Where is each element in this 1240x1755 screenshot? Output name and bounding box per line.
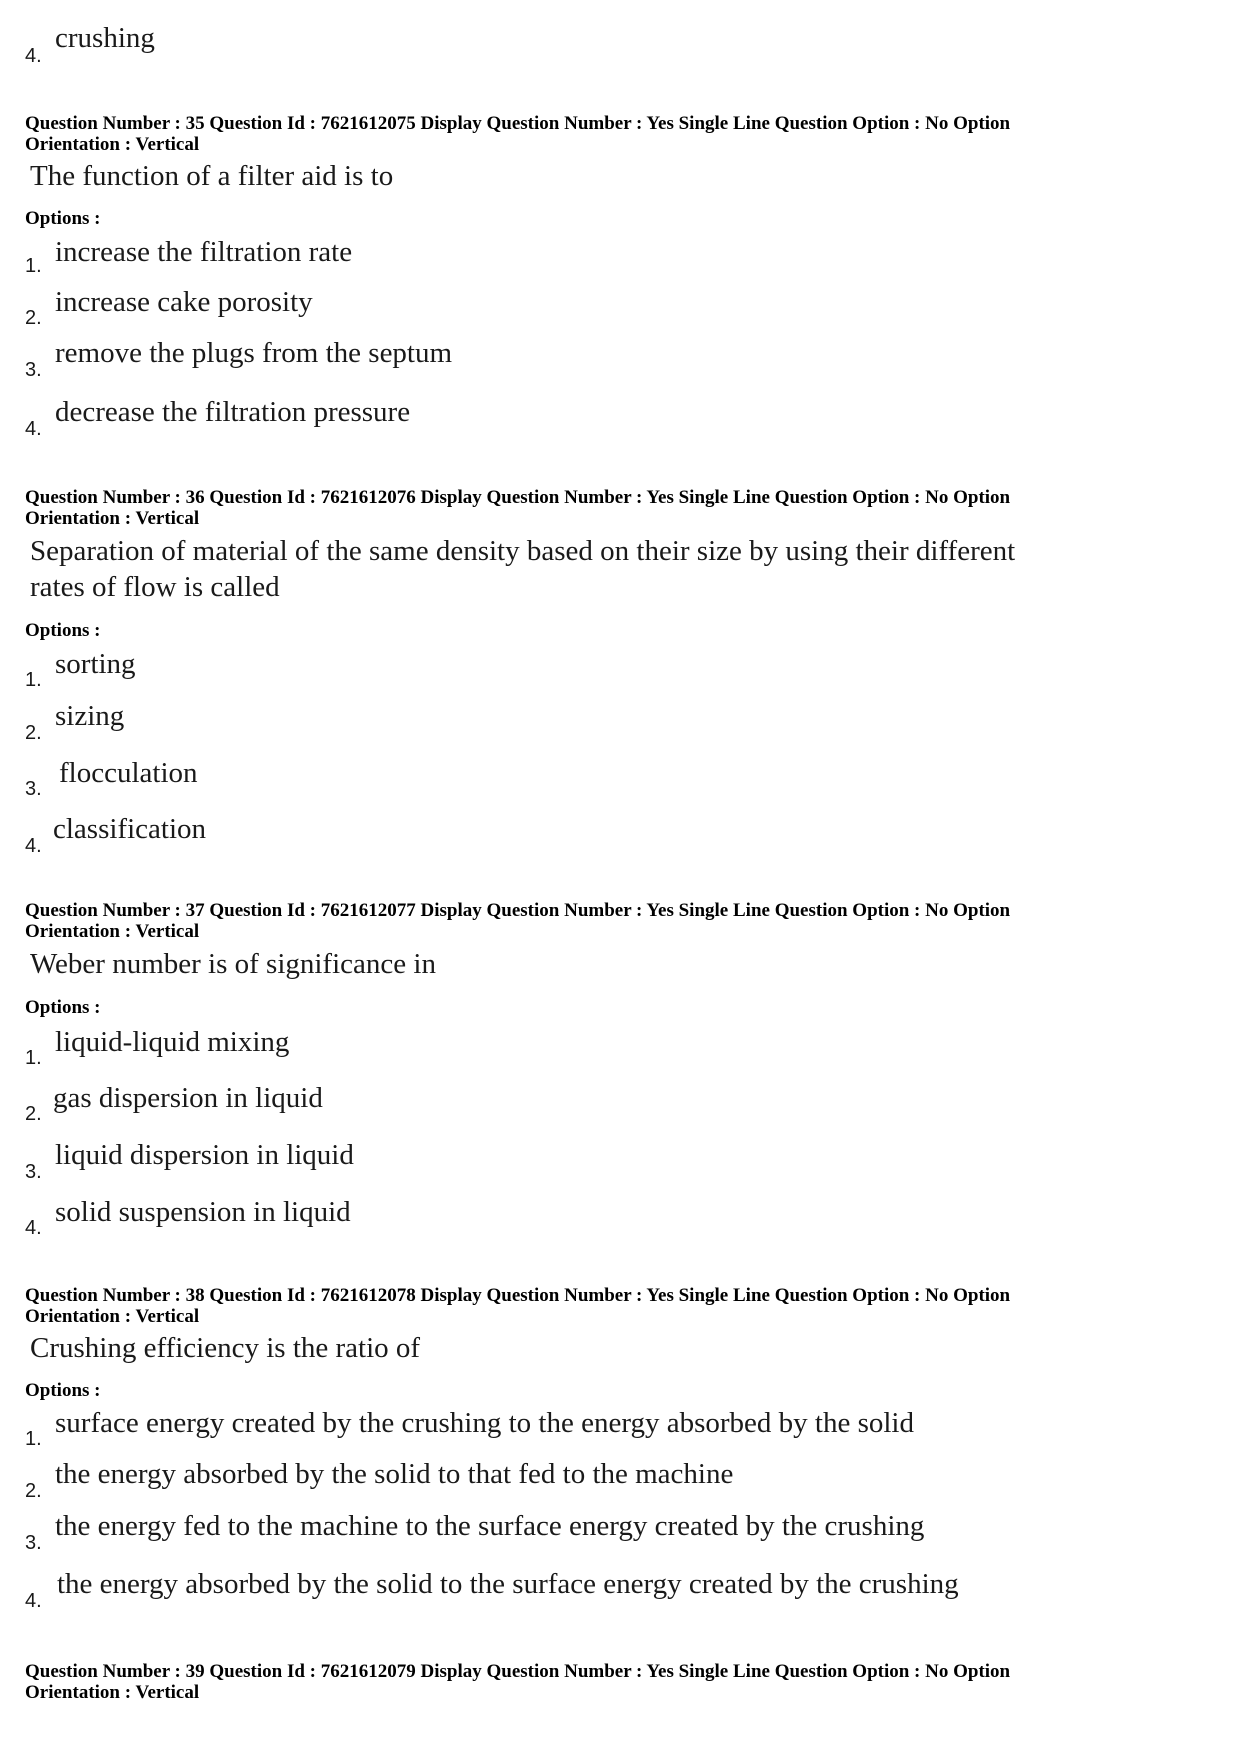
option-text: liquid-liquid mixing	[55, 1026, 290, 1058]
question-meta-line: Question Number : 36 Question Id : 7621612076 Display Question Number : Yes Single Line Question Option : No Option	[25, 487, 1011, 508]
question-meta-line: Orientation : Vertical	[25, 921, 200, 942]
option-number: 3.	[25, 1532, 42, 1554]
option-number: 3.	[25, 778, 42, 800]
option-text: increase the filtration rate	[55, 236, 353, 268]
option-number: 4.	[25, 1590, 42, 1612]
option-number: 2.	[25, 1103, 42, 1125]
options-label: Options :	[25, 620, 101, 641]
question-meta-line: Orientation : Vertical	[25, 508, 200, 529]
question-meta-line: Orientation : Vertical	[25, 1306, 200, 1327]
option-text: solid suspension in liquid	[55, 1196, 351, 1228]
option-number: 4.	[25, 45, 42, 67]
option-text: flocculation	[59, 757, 198, 789]
option-text: the energy absorbed by the solid to that fed to the machine	[55, 1458, 734, 1490]
question-meta-line: Question Number : 38 Question Id : 7621612078 Display Question Number : Yes Single Line Question Option : No Option	[25, 1285, 1011, 1306]
option-text: decrease the filtration pressure	[55, 396, 411, 428]
option-number: 2.	[25, 722, 42, 744]
option-number: 3.	[25, 1161, 42, 1183]
question-stem: rates of flow is called	[30, 571, 280, 603]
option-number: 1.	[25, 1428, 42, 1450]
question-stem: Weber number is of significance in	[30, 948, 436, 980]
option-number: 2.	[25, 1480, 42, 1502]
question-meta-line: Question Number : 37 Question Id : 7621612077 Display Question Number : Yes Single Line Question Option : No Option	[25, 900, 1011, 921]
option-text: remove the plugs from the septum	[55, 337, 453, 369]
question-meta-line: Orientation : Vertical	[25, 1682, 200, 1703]
options-label: Options :	[25, 1380, 101, 1401]
option-text: classification	[53, 813, 207, 845]
option-text: the energy fed to the machine to the surface energy created by the crushing	[55, 1510, 925, 1542]
option-number: 4.	[25, 1217, 42, 1239]
option-text: surface energy created by the crushing to the energy absorbed by the solid	[55, 1407, 914, 1439]
question-stem: Crushing efficiency is the ratio of	[30, 1332, 421, 1364]
option-number: 3.	[25, 359, 42, 381]
option-text: gas dispersion in liquid	[53, 1082, 323, 1114]
option-text: sorting	[55, 648, 136, 680]
option-number: 4.	[25, 835, 42, 857]
option-number: 1.	[25, 1047, 42, 1069]
options-label: Options :	[25, 208, 101, 229]
question-meta-line: Question Number : 35 Question Id : 7621612075 Display Question Number : Yes Single Line Question Option : No Option	[25, 113, 1011, 134]
question-stem: Separation of material of the same density based on their size by using their different	[30, 535, 1016, 567]
option-text: sizing	[55, 700, 125, 732]
question-meta-line: Orientation : Vertical	[25, 134, 200, 155]
option-text: the energy absorbed by the solid to the surface energy created by the crushing	[57, 1568, 959, 1600]
option-text: crushing	[55, 22, 155, 54]
option-number: 4.	[25, 418, 42, 440]
question-stem: The function of a filter aid is to	[30, 160, 394, 192]
option-number: 1.	[25, 255, 42, 277]
question-meta-line: Question Number : 39 Question Id : 7621612079 Display Question Number : Yes Single Line Question Option : No Option	[25, 1661, 1011, 1682]
option-number: 2.	[25, 307, 42, 329]
options-label: Options :	[25, 997, 101, 1018]
option-text: liquid dispersion in liquid	[55, 1139, 354, 1171]
option-number: 1.	[25, 669, 42, 691]
option-text: increase cake porosity	[55, 286, 313, 318]
